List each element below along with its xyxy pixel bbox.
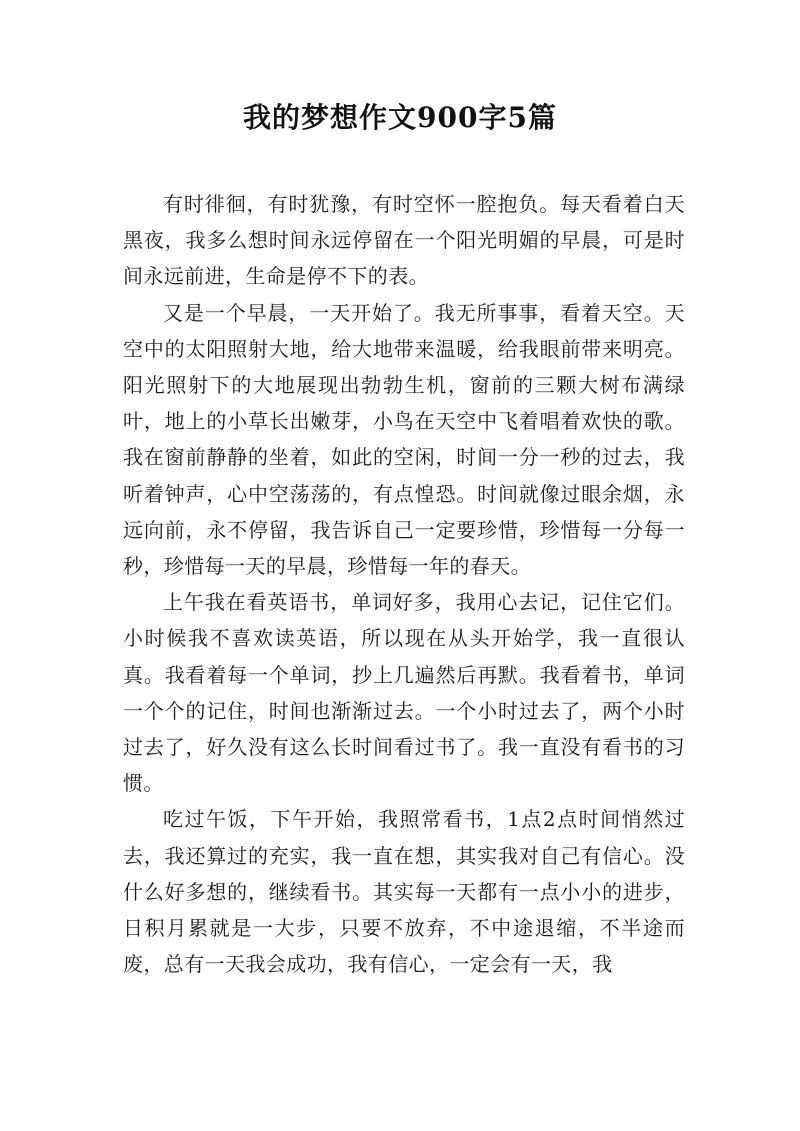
paragraph-4: 吃过午饭，下午开始，我照常看书，1点2点时间悄然过去，我还算过的充实，我一直在想，其实我对自己有信心。没什么好多想的，继续看书。其实每一天都有一点小小的进步，日积月累就是一大步，只要不放弃，不中途退缩，不半途而废，总有一天我会成功，我有信心，一定会有一天，我: [123, 807, 685, 977]
paragraph-1: 有时徘徊，有时犹豫，有时空怀一腔抱负。每天看着白天黑夜，我多么想时间永远停留在一个阳光明媚的早晨，可是时间永远前进，生命是停不下的表。: [123, 192, 685, 289]
article-body: [123, 186, 685, 982]
paragraph-2: 又是一个早晨，一天开始了。我无所事事，看着天空。天空中的太阳照射大地，给大地带来温暖，给我眼前带来明亮。阳光照射下的大地展现出勃勃生机，窗前的三颗大树布满绿叶，地上的小草长出嫩芽，小鸟在天空中飞着唱着欢快的歌。我在窗前静静的坐着，如此的空闲，时间一分一秒的过去，我听着钟声，心中空荡荡的，有点惶恐。时间就像过眼余烟，永远向前，永不停留，我告诉自己一定要珍惜，珍惜每一分每一秒，珍惜每一天的早晨，珍惜每一年的春天。: [123, 300, 685, 579]
page-title: 我的梦想作文900字5篇: [243, 101, 557, 134]
paragraph-3: 上午我在看英语书，单词好多，我用心去记，记住它们。小时候我不喜欢读英语，所以现在从头开始学，我一直很认真。我看着每一个单词，抄上几遍然后再默。我看着书，单词一个个的记住，时间也渐渐过去。一个小时过去了，两个小时过去了，好久没有这么长时间看过书了。我一直没有看书的习惯。: [123, 590, 685, 796]
